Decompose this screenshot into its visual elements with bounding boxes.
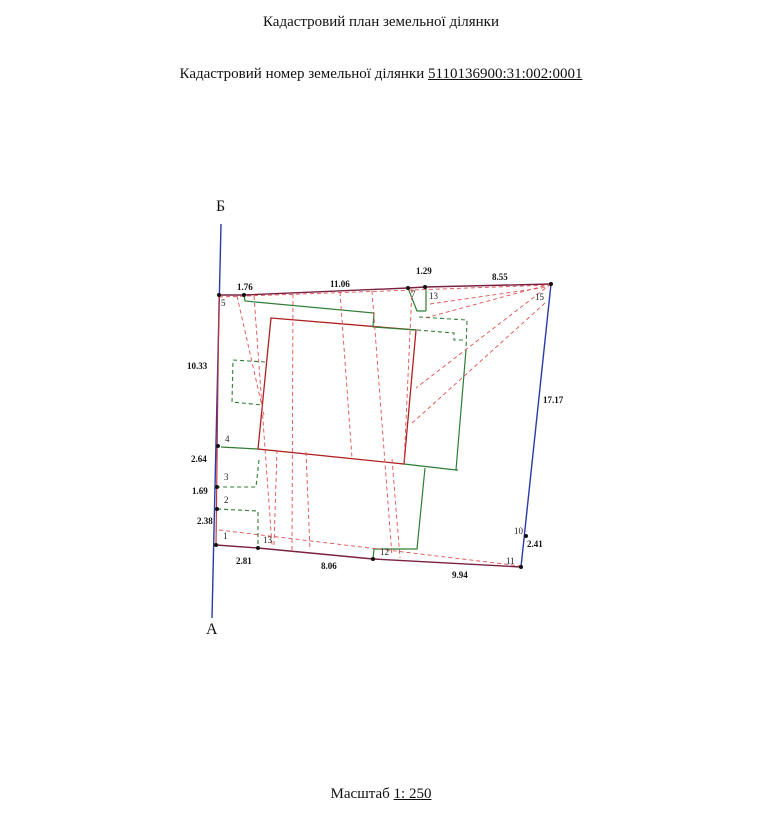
axis-line	[212, 224, 221, 618]
axis-label-bottom: А	[206, 621, 218, 638]
length-2-38: 2.38	[197, 516, 213, 526]
green-dashed-structures	[217, 317, 467, 548]
length-8-06: 8.06	[321, 561, 337, 571]
length-1-76: 1.76	[237, 282, 253, 292]
point-2: 2	[224, 495, 229, 505]
scale-label: Масштаб	[330, 786, 394, 802]
length-11-06: 11.06	[330, 279, 350, 289]
point-12: 12	[380, 547, 389, 557]
boundary-east	[521, 284, 551, 567]
scale-value: 1: 250	[393, 786, 432, 802]
boundary-points	[214, 282, 553, 569]
point-13-north: 13	[429, 291, 438, 301]
axis-label-top: Б	[216, 198, 226, 215]
point-13-south: 13	[263, 535, 272, 545]
length-9-94: 9.94	[452, 570, 468, 580]
length-8-55: 8.55	[492, 272, 508, 282]
green-structures	[221, 287, 466, 559]
red-dashed-lines	[219, 284, 551, 566]
point-3: 3	[224, 472, 229, 482]
length-10-33: 10.33	[187, 361, 208, 371]
main-building	[258, 318, 416, 464]
length-2-64: 2.64	[191, 454, 207, 464]
scale-line	[0, 786, 762, 803]
point-4: 4	[225, 434, 230, 444]
point-15: 15	[535, 292, 544, 302]
cadastral-number-label: Кадастровий номер земельної ділянки	[179, 66, 428, 82]
length-1-29: 1.29	[416, 266, 432, 276]
length-17-17: 17.17	[543, 395, 564, 405]
length-2-81: 2.81	[236, 556, 252, 566]
point-7: 7	[411, 289, 416, 299]
point-5: 5	[221, 298, 226, 308]
boundary-south	[216, 545, 521, 567]
cadastral-number: 5110136900:31:002:0001	[428, 66, 583, 82]
point-11: 11	[506, 556, 515, 566]
length-1-69: 1.69	[192, 486, 208, 496]
point-1: 1	[223, 531, 228, 541]
length-2-41: 2.41	[527, 539, 543, 549]
page-title: Кадастровий план земельної ділянки	[262, 14, 499, 30]
point-10: 10	[514, 526, 523, 536]
